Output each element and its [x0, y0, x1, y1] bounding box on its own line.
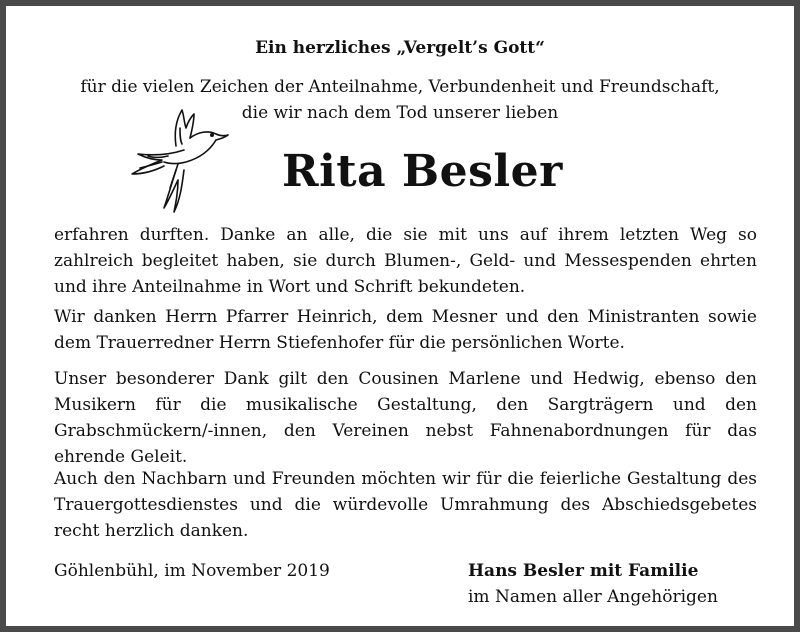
intro-line-2: die wir nach dem Tod unserer lieben — [241, 103, 559, 123]
place-date: Göhlenbühl, im November 2019 — [54, 561, 330, 581]
paragraph-special-thanks: Unser besonderer Dank gilt den Cousinen Marlene und Hedwig, ebenso den Musikern für die musikalische Gestaltung, den Sargträgern und den Grabschmückern/-innen, den Vereinen nebst Fahnenabordnungen für das ehrende Geleit. — [54, 369, 757, 467]
signature-name: Hans Besler mit Familie — [468, 561, 699, 581]
signature-subline: im Namen aller Angehörigen — [468, 587, 718, 607]
paragraph-neighbors: Auch den Nachbarn und Freunden möchten wir für die feierliche Gestaltung des Trauergottesdienstes und die würdevolle Umrahmung des Abschiedsgebetes recht herzlich danken. — [54, 469, 757, 541]
dove-icon — [124, 98, 230, 216]
deceased-name: Rita Besler — [282, 146, 563, 197]
notice-heading: Ein herzliches „Vergelt’s Gott“ — [255, 38, 545, 58]
paragraph-thanks: erfahren durften. Danke an alle, die sie mit uns auf ihrem letzten Weg so zahlreich begleitet haben, sie durch Blumen-, Geld- und Messespenden ehrten und ihre Anteilnahme in Wort und Schrift bekundeten. — [54, 225, 757, 297]
intro-line-1: für die vielen Zeichen der Anteilnahme, Verbundenheit und Freundschaft, — [80, 77, 720, 97]
paragraph-clergy: Wir danken Herrn Pfarrer Heinrich, dem Mesner und den Ministranten sowie dem Trauerredner Herrn Stiefenhofer für die persönlichen Worte. — [54, 307, 757, 353]
